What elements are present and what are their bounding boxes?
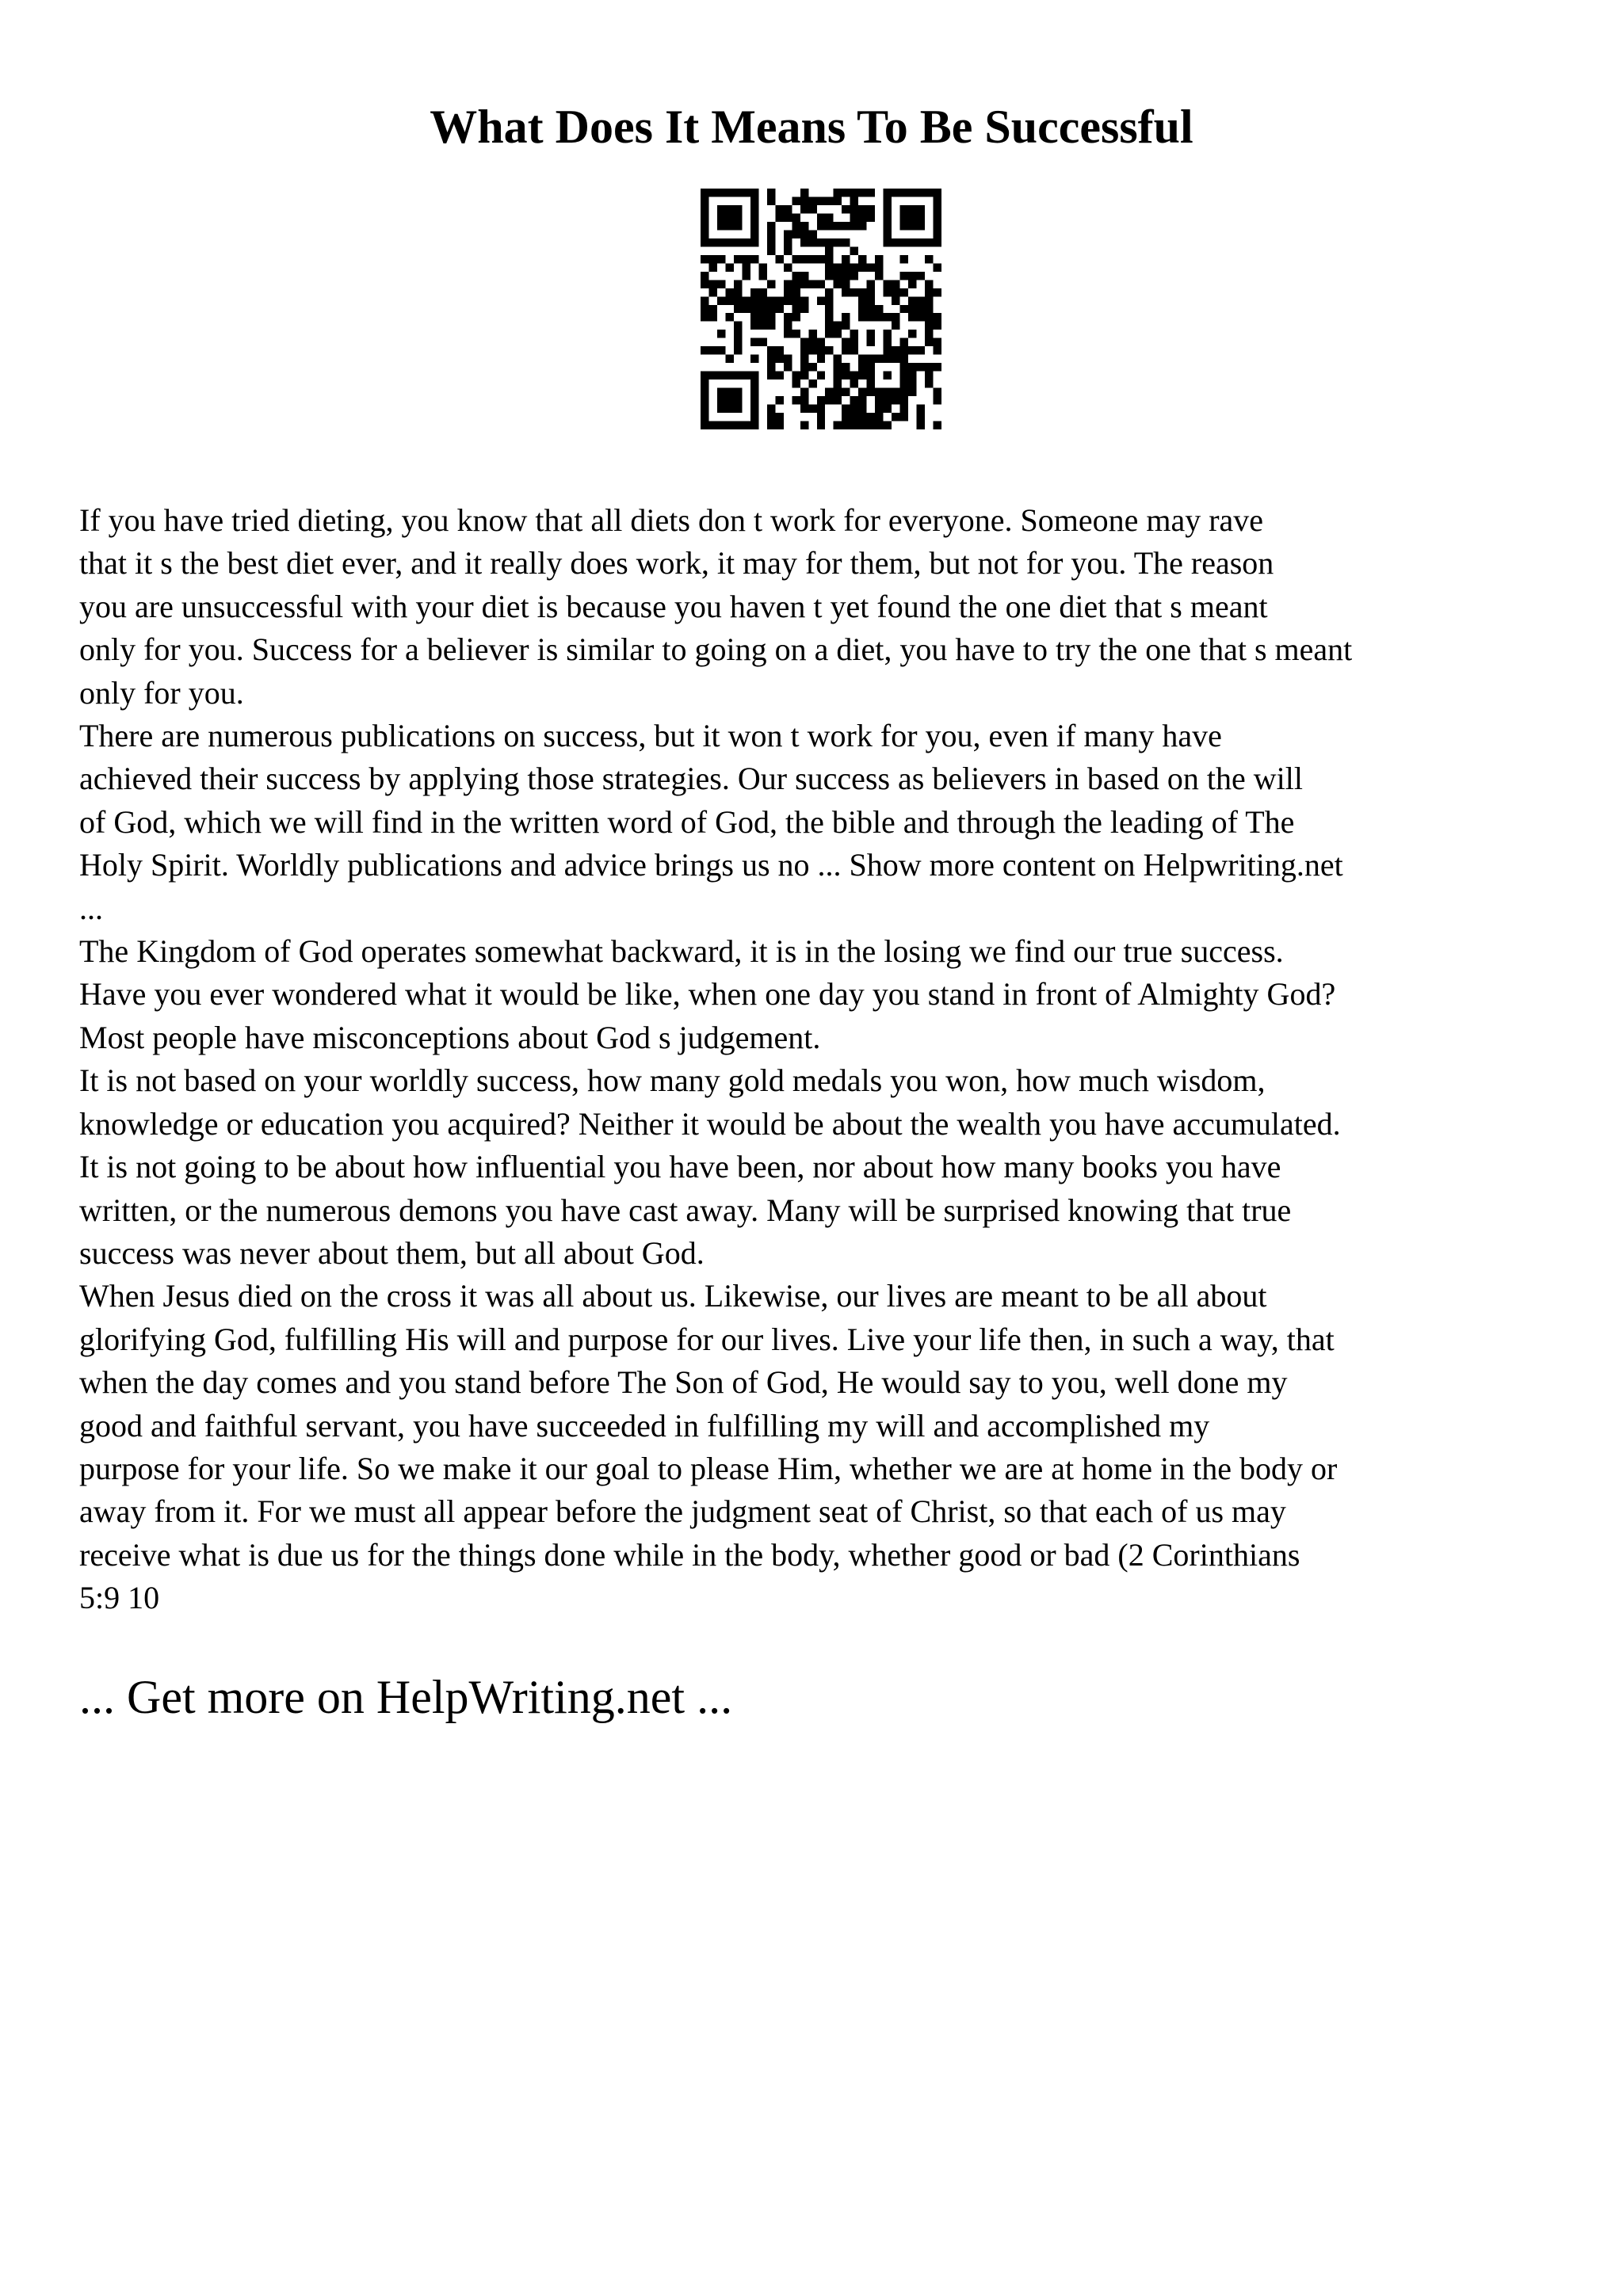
body-line: only for you. Success for a believer is similar to going on a diet, you have to try the one that s meant [79, 631, 1353, 668]
body-line: of God, which we will find in the written word of God, the bible and through the leading of The [79, 803, 1295, 840]
body-line: when the day comes and you stand before The Son of God, He would say to you, well done my [79, 1364, 1288, 1401]
body-line: When Jesus died on the cross it was all about us. Likewise, our lives are meant to be all about [79, 1278, 1267, 1314]
body-line: knowledge or education you acquired? Neither it would be about the wealth you have accumulated. [79, 1105, 1341, 1142]
body-line: The Kingdom of God operates somewhat backward, it is in the losing we find our true success. [79, 933, 1284, 970]
body-line: away from it. For we must all appear before the judgment seat of Christ, so that each of us may [79, 1493, 1286, 1530]
body-line: good and faithful servant, you have succeeded in fulfilling my will and accomplished my [79, 1407, 1210, 1444]
body-line: There are numerous publications on success, but it won t work for you, even if many have [79, 718, 1222, 754]
body-line: It is not going to be about how influential you have been, nor about how many books you have [79, 1149, 1281, 1185]
body-line: Have you ever wondered what it would be like, when one day you stand in front of Almighty God? [79, 976, 1336, 1013]
body-line: achieved their success by applying those strategies. Our success as believers in based on the will [79, 761, 1304, 797]
document-title: What Does It Means To Be Successful [430, 101, 1193, 153]
body-line: you are unsuccessful with your diet is because you haven t yet found the one diet that s meant [79, 588, 1268, 624]
body-line: Holy Spirit. Worldly publications and advice brings us no ... Show more content on Helpwriting.net [79, 847, 1343, 883]
body-line: It is not based on your worldly success, how many gold medals you won, how much wisdom, [79, 1062, 1266, 1099]
qr-code-icon [701, 189, 941, 429]
footer-link-text: ... Get more on HelpWriting.net ... [79, 1671, 733, 1723]
body-line: 5:9 10 [79, 1580, 160, 1616]
body-line: Most people have misconceptions about God s judgement. [79, 1019, 821, 1055]
body-line: ... [79, 890, 103, 926]
document-body [79, 499, 1569, 1620]
body-line: written, or the numerous demons you have cast away. Many will be surprised knowing that true [79, 1192, 1292, 1228]
body-line: glorifying God, fulfilling His will and purpose for our lives. Live your life then, in such a way, that [79, 1321, 1335, 1357]
body-line: receive what is due us for the things done while in the body, whether good or bad (2 Corinthians [79, 1536, 1300, 1573]
body-line: success was never about them, but all about God. [79, 1234, 705, 1271]
body-line: that it s the best diet ever, and it really does work, it may for them, but not for you. The reason [79, 545, 1274, 582]
body-line: purpose for your life. So we make it our goal to please Him, whether we are at home in the body or [79, 1450, 1338, 1486]
qr-code-graphic [701, 189, 941, 429]
body-line: only for you. [79, 674, 244, 711]
body-line: If you have tried dieting, you know that all diets don t work for everyone. Someone may rave [79, 502, 1264, 538]
